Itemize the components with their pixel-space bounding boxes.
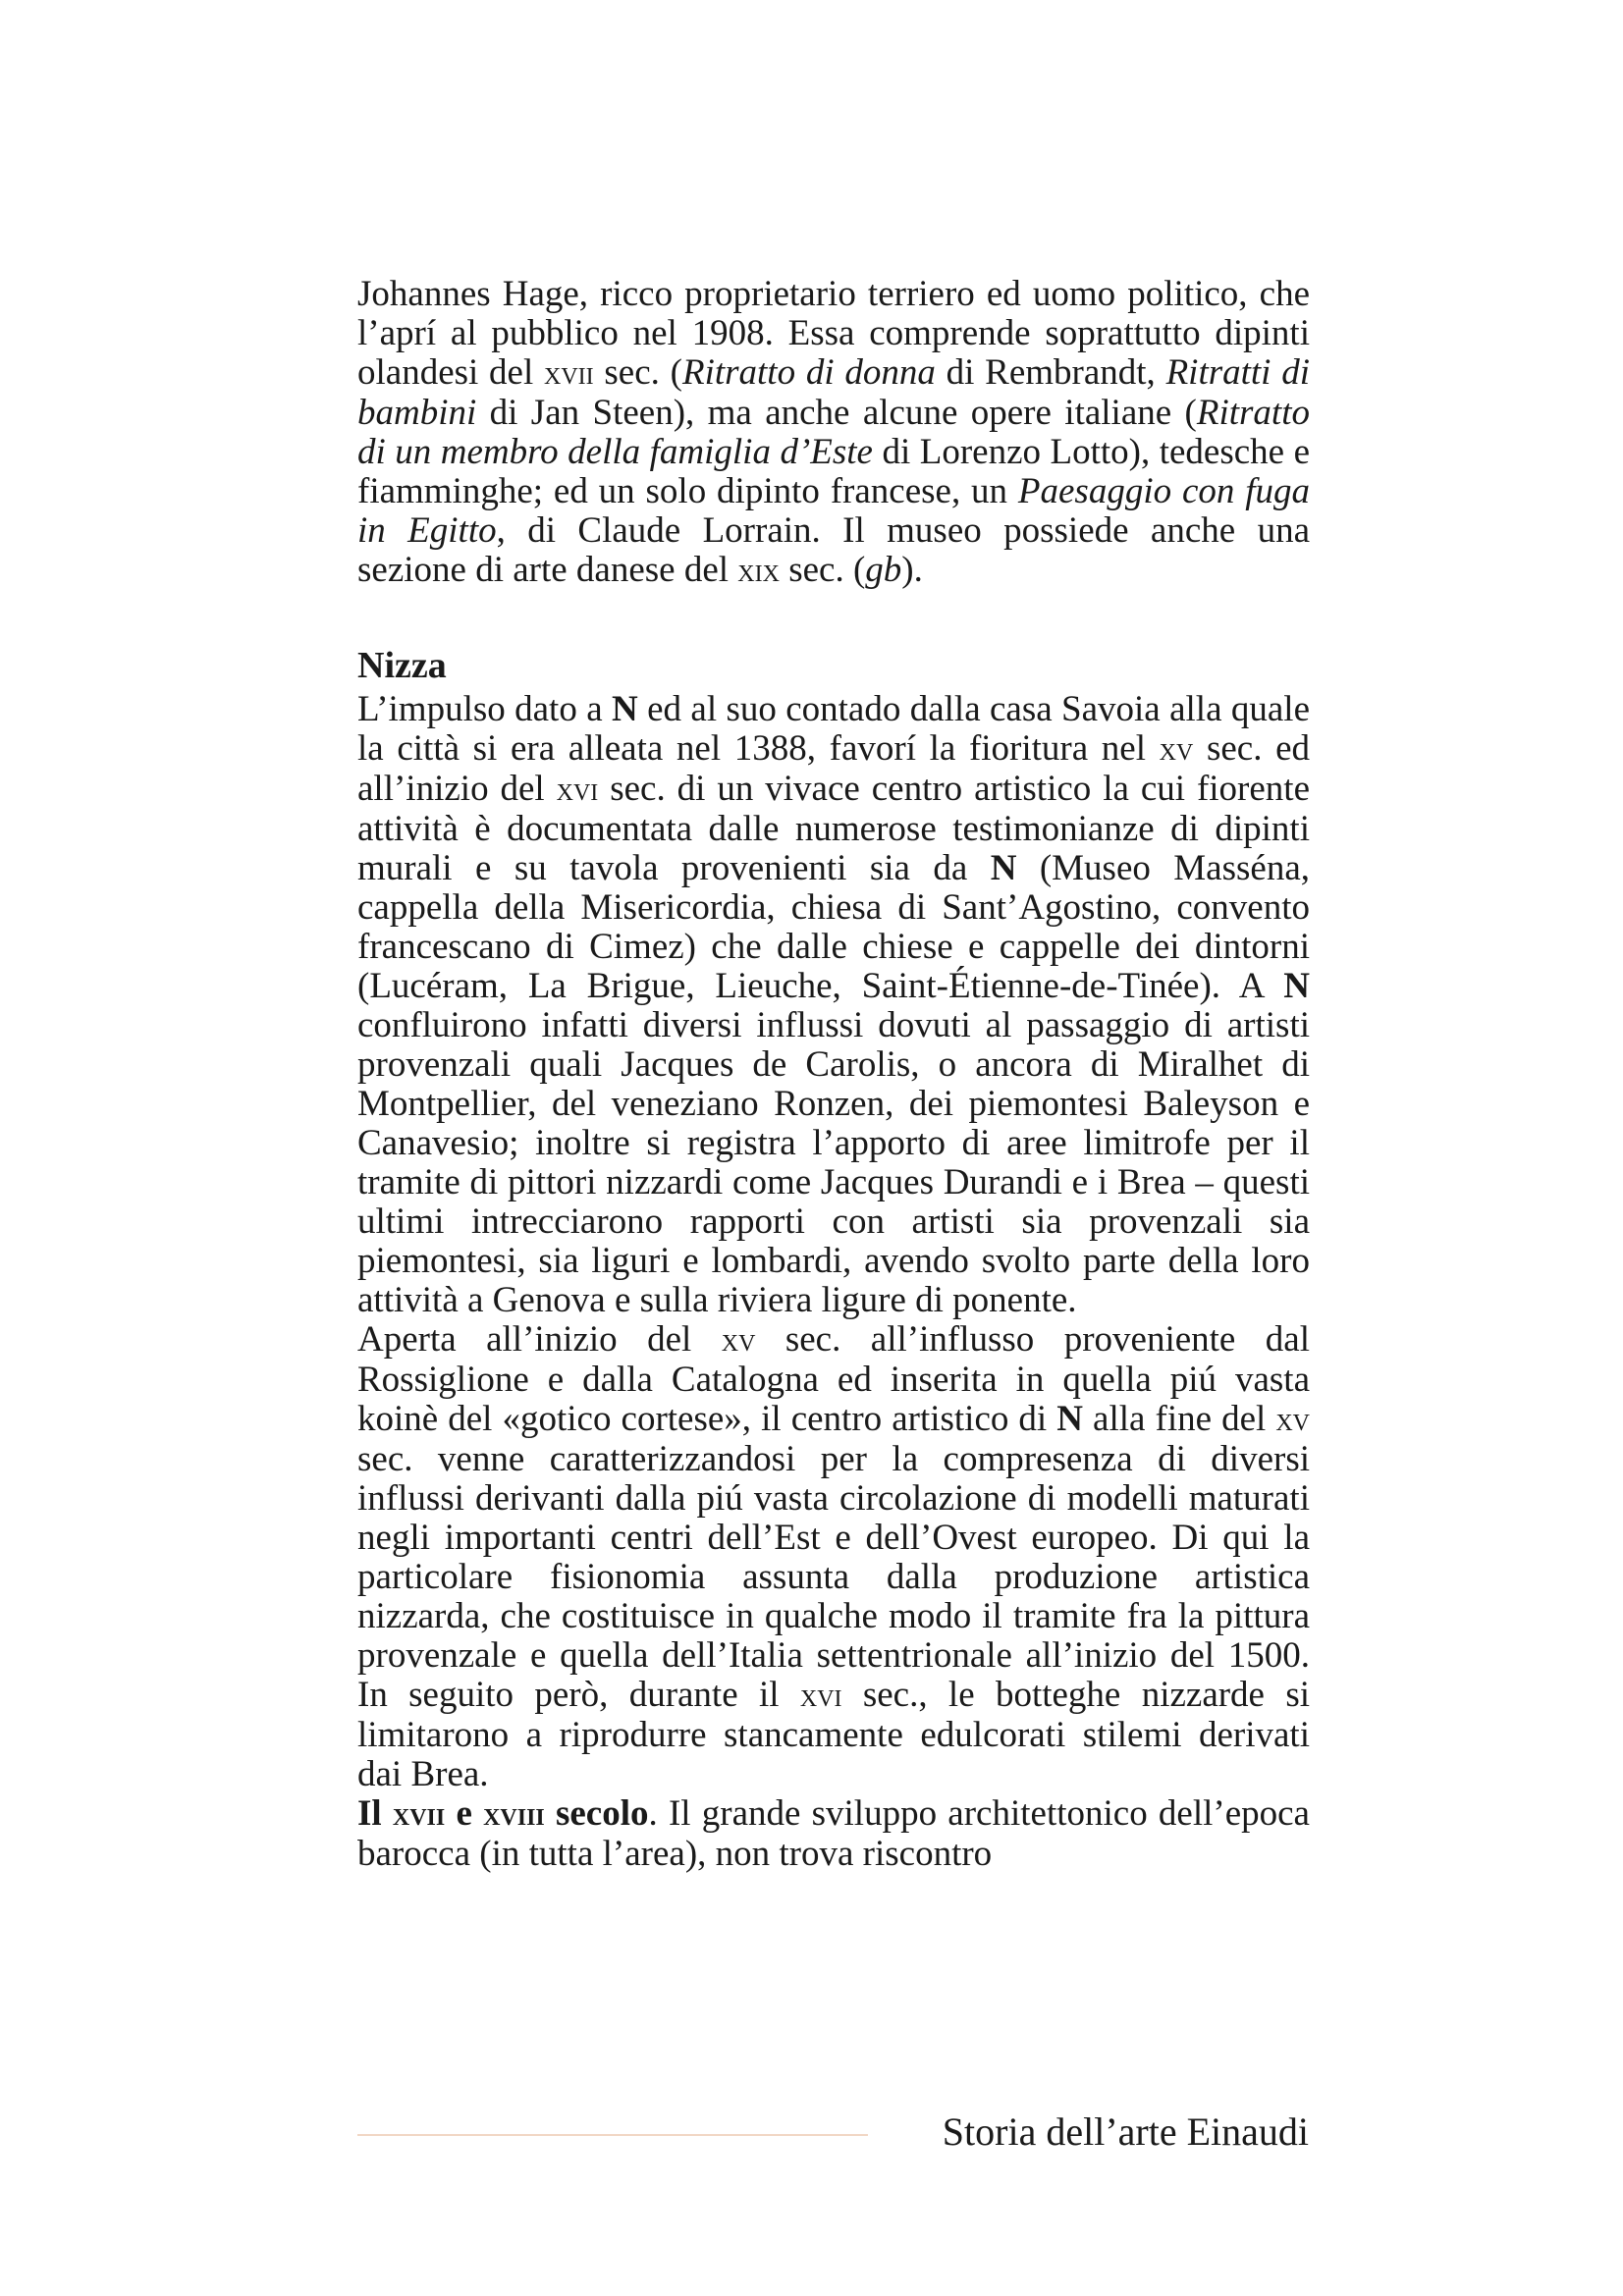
city-abbreviation: N [1283, 966, 1310, 1006]
city-abbreviation: N [1056, 1399, 1083, 1439]
author-initials: gb [865, 550, 902, 590]
century-numeral: xvii [544, 355, 594, 392]
artwork-title: Ritratto di un membro della famiglia d’Este [357, 393, 1310, 472]
footer-publication-title: Storia dell’arte Einaudi [942, 2109, 1309, 2154]
century-numeral: xv [721, 1322, 756, 1359]
century-numeral: xix [737, 553, 780, 589]
paragraph-hage-collection: Johannes Hage, ricco proprietario terriero ed uomo politico, che l’aprí al pubblico nel 1908. Essa comprende soprattutto dipinti olandesi del xvii sec. (Ritratto di donna di Rembrandt, Ritratti di bambini di Jan Steen), ma anche alcune opere italiane (Ritratto di un membro della famiglia d’Este di Lorenzo Lotto), tedesche e fiamminghe; ed un solo dipinto francese, un Paesaggio con fuga in Egitto, di Claude Lorrain. Il museo possiede anche una sezione di arte danese del xix sec. (gb). [357, 274, 1310, 590]
century-numeral: xviii [483, 1796, 545, 1833]
artwork-title: Ritratti di bambini [357, 352, 1310, 433]
century-numeral: xvi [556, 772, 599, 808]
section-heading-nizza: Nizza [357, 645, 447, 686]
artwork-title: Ritratto di donna [681, 352, 936, 393]
century-numeral: xvi [799, 1678, 842, 1714]
artwork-title: Paesaggio con fuga in Egitto [357, 471, 1310, 551]
main-text [357, 275, 1310, 1874]
century-numeral: xv [1275, 1402, 1310, 1438]
city-abbreviation: N [990, 848, 1017, 888]
century-numeral: xv [1159, 731, 1194, 768]
paragraph-17th-18th-century: Il xvii e xviii secolo. Il grande sviluppo architettonico dell’epoca barocca (in tutta l’area), non trova riscontro [357, 1793, 1310, 1874]
century-numeral: xvii [392, 1796, 446, 1833]
footer-divider [357, 2134, 868, 2136]
paragraph-nizza-intro: L’impulso dato a N ed al suo contado dalla casa Savoia alla quale la città si era alleata nel 1388, favorí la fioritura nel xv sec. ed all’inizio del xvi sec. di un vivace centro artistico la cui fiorente attività è documentata dalle numerose testimonianze di dipinti murali e su tavola provenienti sia da N (Museo Masséna, cappella della Misericordia, chiesa di Sant’Agostino, convento francescano di Cimez) che dalle chiese e cappelle dei dintorni (Lucéram, La Brigue, Lieuche, Saint-Étienne-de-Tinée). A N confluirono infatti diversi influssi dovuti al passaggio di artisti provenzali quali Jacques de Carolis, o ancora di Miralhet di Montpellier, del veneziano Ronzen, dei piemontesi Baleyson e Canavesio; inoltre si registra l’apporto di aree limitrofe per il tramite di pittori nizzardi come Jacques Durandi e i Brea – questi ultimi intrecciarono rapporti con artisti sia provenzali sia piemontesi, sia liguri e lombardi, avendo svolto parte della loro attività a Genova e sulla riviera ligure di ponente. [357, 689, 1311, 1320]
city-abbreviation: N [612, 689, 638, 729]
subsection-lead: Il xvii e xviii secolo [357, 1793, 649, 1834]
paragraph-nizza-influences: Aperta all’inizio del xv sec. all’influsso proveniente dal Rossiglione e dalla Catalogna ed inserita in quella piú vasta koinè del «gotico cortese», il centro artistico di N alla fine del xv sec. venne caratterizzandosi per la compresenza di diversi influssi derivanti dalla piú vasta circolazione di modelli maturati negli importanti centri dell’Est e dell’Ovest europeo. Di qui la particolare fisionomia assunta dalla produzione artistica nizzarda, che costituisce in qualche modo il tramite fra la pittura provenzale e quella dell’Italia settentrionale all’inizio del 1500. In seguito però, durante il xvi sec., le botteghe nizzarde si limitarono a riprodurre stancamente edulcorati stilemi derivati dai Brea. [357, 1319, 1310, 1794]
